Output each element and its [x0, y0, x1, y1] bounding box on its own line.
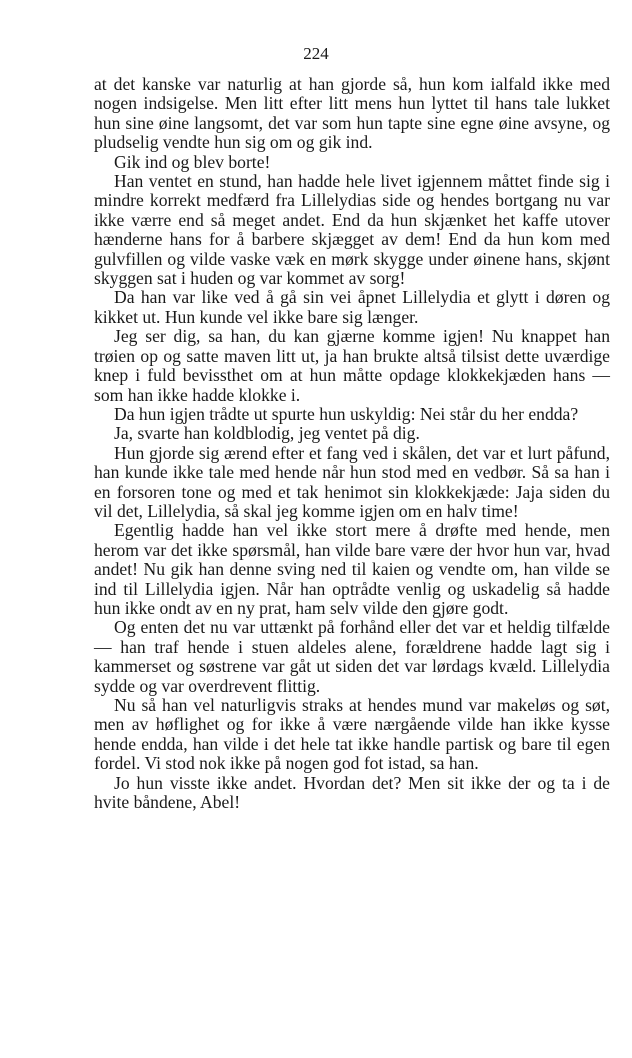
body-text — [94, 75, 610, 812]
paragraph: Jo hun visste ikke andet. Hvordan det? Men sit ikke der og ta i de hvite båndene, Abel! — [94, 772, 610, 813]
paragraph: Jeg ser dig, sa han, du kan gjærne komme igjen! Nu knappet han trøien op og satte maven litt ut, ja han brukte altså tilsist dette uværdige knep i fuld bevissthet om at hun måtte opdage klokkekjæden hans — som han ikke hadde klokke i. — [94, 326, 610, 405]
paragraph: Og enten det nu var uttænkt på forhånd eller det var et heldig tilfælde — han traf hende i stuen aldeles alene, forældrene hadde lagt sig i kammerset og søstrene var gåt ut siden det var lørdags kvæld. Lillelydia sydde og var overdrevent flittig. — [94, 617, 610, 696]
page-number: 224 — [303, 44, 329, 63]
paragraph: Nu så han vel naturligvis straks at hendes mund var makeløs og søt, men av høflighet og for ikke å være nærgående vilde han ikke kysse hende endda, han vilde i det hele tat ikke handle partisk og bare til egen fordel. Vi stod nok ikke på nogen god fot istad, sa han. — [94, 695, 610, 774]
paragraph: Han ventet en stund, han hadde hele livet igjennem måttet finde sig i mindre korrekt medfærd fra Lillelydias side og hendes bortgang nu var ikke værre end så meget andet. End da hun skjænket het kaffe utover hænderne hans for å barbere skjægget av dem! End da hun kom med gulvfillen og vilde vaske væk en mørk skygge under øinene hans, skjønt skyggen sat i huden og var kommet av sorg! — [94, 171, 610, 289]
paragraph: Hun gjorde sig ærend efter et fang ved i skålen, det var et lurt påfund, han kunde ikke tale med hende når hun stod med en vedbør. Så sa han i en forsoren tone og med et tak henimot sin klokkekjæde: Jaja siden du vil det, Lillelydia, så skal jeg komme igjen om en halv time! — [94, 442, 610, 521]
paragraph: Ja, svarte han koldblodig, jeg ventet på dig. — [114, 423, 420, 444]
paragraph: Da han var like ved å gå sin vei åpnet Lillelydia et glytt i døren og kikket ut. Hun kunde vel ikke bare sig længer. — [94, 287, 610, 327]
paragraph: Da hun igjen trådte ut spurte hun uskyldig: Nei står du her endda? — [114, 403, 579, 424]
paragraph: Gik ind og blev borte! — [114, 151, 271, 172]
paragraph: at det kanske var naturlig at han gjorde så, hun kom ialfald ikke med nogen indsigelse. Men litt efter litt mens hun lyttet til hans tale lukket hun sine øine langsomt, det var som hun tapte sine egne øine avsyne, og pludselig vendte hun sig om og gik ind. — [94, 74, 610, 153]
paragraph: Egentlig hadde han vel ikke stort mere å drøfte med hende, men herom var det ikke spørsmål, han vilde bare være der hvor hun var, hvad andet! Nu gik han denne sving ned til kaien og vendte om, han vilde se ind til Lillelydia igjen. Når han optrådte venlig og uskadelig så hadde hun ikke ondt av en ny prat, ham selv vilde den gjøre godt. — [94, 520, 610, 618]
